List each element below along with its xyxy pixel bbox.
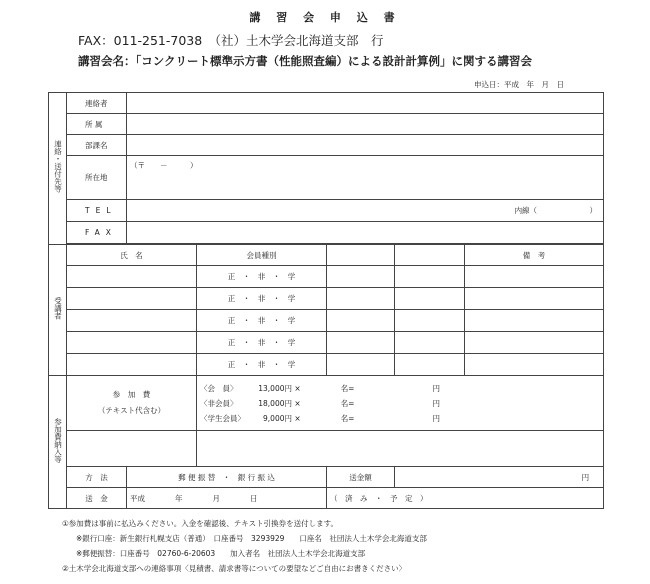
note-postal: ※郵便振替：口座番号 02760-6-20603 加入者名 社団法人土木学会北海道支部	[76, 549, 366, 558]
send-date-field[interactable]: 平成 年 月 日	[127, 488, 327, 509]
send-label: 送 金	[67, 488, 127, 509]
fax-field[interactable]	[127, 222, 604, 244]
extension-label: 内線（ ）	[514, 206, 598, 215]
tel-field[interactable]	[127, 200, 604, 222]
fax-destination: FAX：011-251-7038 （社）土木学会北海道支部 行	[78, 33, 384, 48]
note-2: ②土木学会北海道支部への連絡事項〈見積書、請求書等についての要望などご自由にお書きください〉	[62, 564, 407, 573]
membership-select[interactable]: 正 ・ 非 ・ 学	[197, 266, 327, 288]
affiliation-label: 所 属	[67, 114, 127, 135]
method-label: 方 法	[67, 467, 127, 488]
membership-select[interactable]: 正 ・ 非 ・ 学	[197, 288, 327, 310]
membership-header: 会員種別	[197, 245, 327, 266]
fee-sub-label: （テキスト代含む）	[97, 406, 166, 415]
department-field[interactable]	[127, 135, 604, 156]
department-label: 部課名	[67, 135, 127, 156]
attendee-name-field[interactable]	[67, 354, 197, 376]
address-field[interactable]	[127, 156, 604, 200]
membership-select[interactable]: 正 ・ 非 ・ 学	[197, 354, 327, 376]
notes	[62, 516, 427, 576]
send-status-select[interactable]: （ 済 み ・ 予 定 ）	[327, 488, 604, 509]
attendee-name-field[interactable]	[67, 310, 197, 332]
fee-rate-student: 〈学生会員〉 9,000円 × 名= 円	[200, 413, 440, 423]
note-bank: ※銀行口座：新生銀行札幌支店（普通） 口座番号 3293929 口座名 社団法人土木学会北海道支部	[76, 534, 427, 543]
remarks-field[interactable]	[465, 354, 604, 376]
form-title: 講 習 会 申 込 書	[249, 11, 401, 24]
fee-rates	[197, 376, 604, 431]
remarks-field[interactable]	[465, 310, 604, 332]
amount-field[interactable]	[395, 467, 604, 488]
membership-select[interactable]: 正 ・ 非 ・ 学	[197, 310, 327, 332]
application-form-table	[48, 92, 604, 509]
attendee-name-field[interactable]	[67, 288, 197, 310]
membership-select[interactable]: 正 ・ 非 ・ 学	[197, 332, 327, 354]
remarks-header: 備 考	[465, 245, 604, 266]
fee-label: 参 加 費	[112, 390, 151, 399]
affiliation-field[interactable]	[127, 114, 604, 135]
note-1: ①参加費は事前に払込みください。入金を確認後、テキスト引換券を送付します。	[62, 519, 338, 528]
tel-label: TEL	[67, 200, 127, 222]
address-postal-hint: （〒 － ）	[130, 161, 198, 170]
fee-rate-non-member: 〈非会員〉 18,000円 × 名= 円	[200, 398, 440, 408]
application-date: 申込日：平成 年 月 日	[474, 80, 564, 89]
contact-person-label: 連絡者	[67, 93, 127, 114]
attendee-name-field[interactable]	[67, 332, 197, 354]
address-label: 所在地	[67, 156, 127, 200]
course-name: 講習会名：「コンクリート標準示方書（性能照査編）による設計計算例」に関する講習会	[78, 54, 533, 68]
payment-method-select[interactable]: 郵 便 振 替 ・ 銀 行 振 込	[127, 467, 327, 488]
contact-section-label: 連絡・送付先等	[49, 93, 67, 245]
remarks-field[interactable]	[465, 288, 604, 310]
attendees-section-label: 受講者	[49, 245, 67, 376]
fee-total-field[interactable]	[197, 431, 604, 467]
amount-unit: 円	[581, 472, 590, 482]
fee-rate-member: 〈会 員〉 13,000円 × 名= 円	[200, 383, 440, 393]
amount-label: 送金額	[327, 467, 395, 488]
remarks-field[interactable]	[465, 332, 604, 354]
fee-section-label: 参加費納入等	[49, 376, 67, 509]
contact-person-field[interactable]	[127, 93, 604, 114]
attendee-name-field[interactable]	[67, 266, 197, 288]
fee-label-cell	[67, 376, 197, 431]
remarks-field[interactable]	[465, 266, 604, 288]
name-header: 氏 名	[67, 245, 197, 266]
fax-label: FAX	[67, 222, 127, 244]
